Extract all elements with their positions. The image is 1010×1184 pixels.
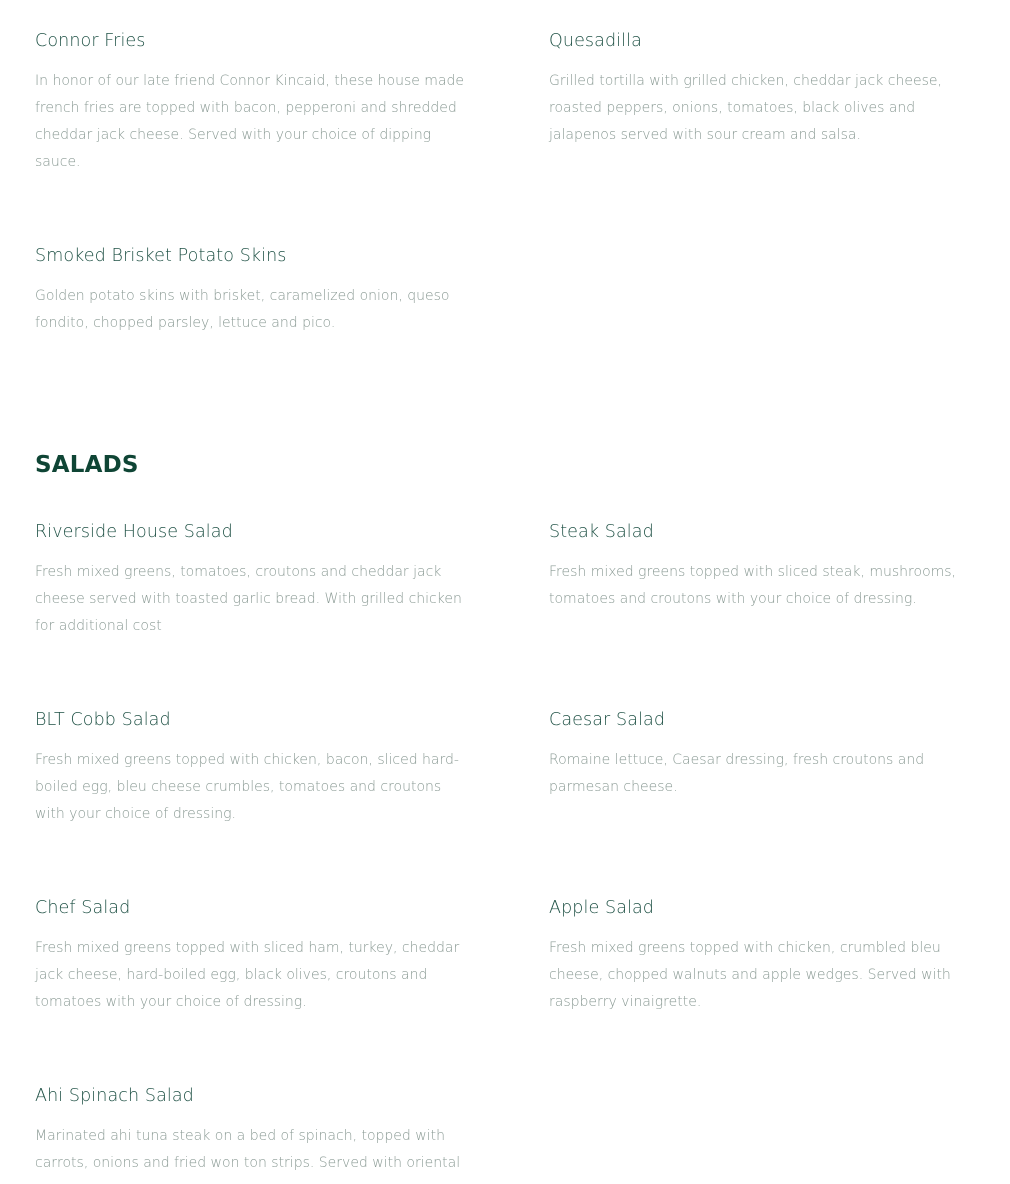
menu-item-title: BLT Cobb Salad [35, 710, 171, 730]
menu-item-title: Riverside House Salad [35, 522, 233, 542]
menu-item-title: Chef Salad [35, 898, 131, 918]
menu-item-blt-cobb-salad [35, 708, 465, 828]
menu-item-title: Smoked Brisket Potato Skins [35, 246, 287, 266]
menu-item-title: Quesadilla [549, 31, 642, 51]
menu-item-description: Fresh mixed greens, tomatoes, croutons and cheddar jack cheese served with toasted garlic bread. With grilled chicken for additional cost [35, 564, 462, 634]
menu-item-title: Steak Salad [549, 522, 654, 542]
section-heading-salads: SALADS [35, 452, 139, 478]
menu-item-description: In honor of our late friend Connor Kincaid, these house made french fries are topped with bacon, pepperoni and shredded cheddar jack cheese. Served with your choice of dipping sauce. [35, 73, 465, 170]
menu-item-description: Fresh mixed greens topped with sliced ham, turkey, cheddar jack cheese, hard-boiled egg, black olives, croutons and tomatoes with your choice of dressing. [35, 940, 460, 1010]
menu-item-description: Fresh mixed greens topped with sliced steak, mushrooms, tomatoes and croutons with your choice of dressing. [549, 564, 957, 607]
menu-item-title: Apple Salad [549, 898, 655, 918]
menu-item-chef-salad [35, 896, 465, 1016]
menu-item-title: Caesar Salad [549, 710, 666, 730]
menu-item-quesadilla [549, 29, 979, 149]
menu-item-description: Marinated ahi tuna steak on a bed of spinach, topped with carrots, onions and fried won ton strips. Served with oriental [35, 1128, 461, 1171]
menu-item-description: Fresh mixed greens topped with chicken, bacon, sliced hard-boiled egg, bleu cheese crumbles, tomatoes and croutons with your choice of dressing. [35, 752, 459, 822]
menu-item-apple-salad [549, 896, 979, 1016]
menu-item-description: Fresh mixed greens topped with chicken, crumbled bleu cheese, chopped walnuts and apple wedges. Served with raspberry vinaigrette. [549, 940, 951, 1010]
menu-item-title: Connor Fries [35, 31, 146, 51]
menu-item-description: Golden potato skins with brisket, caramelized onion, queso fondito, chopped parsley, lettuce and pico. [35, 288, 450, 331]
menu-item-smoked-brisket-potato-skins [35, 244, 465, 337]
menu-item-description: Grilled tortilla with grilled chicken, cheddar jack cheese, roasted peppers, onions, tomatoes, black olives and jalapenos served with sour cream and salsa. [549, 73, 942, 143]
menu-item-riverside-house-salad [35, 520, 465, 640]
menu-item-connor-fries [35, 29, 465, 176]
menu-item-description: Romaine lettuce, Caesar dressing, fresh croutons and parmesan cheese. [549, 752, 925, 795]
menu-item-caesar-salad [549, 708, 979, 801]
menu-item-steak-salad [549, 520, 979, 613]
menu-item-title: Ahi Spinach Salad [35, 1086, 194, 1106]
menu-item-ahi-spinach-salad [35, 1084, 465, 1177]
